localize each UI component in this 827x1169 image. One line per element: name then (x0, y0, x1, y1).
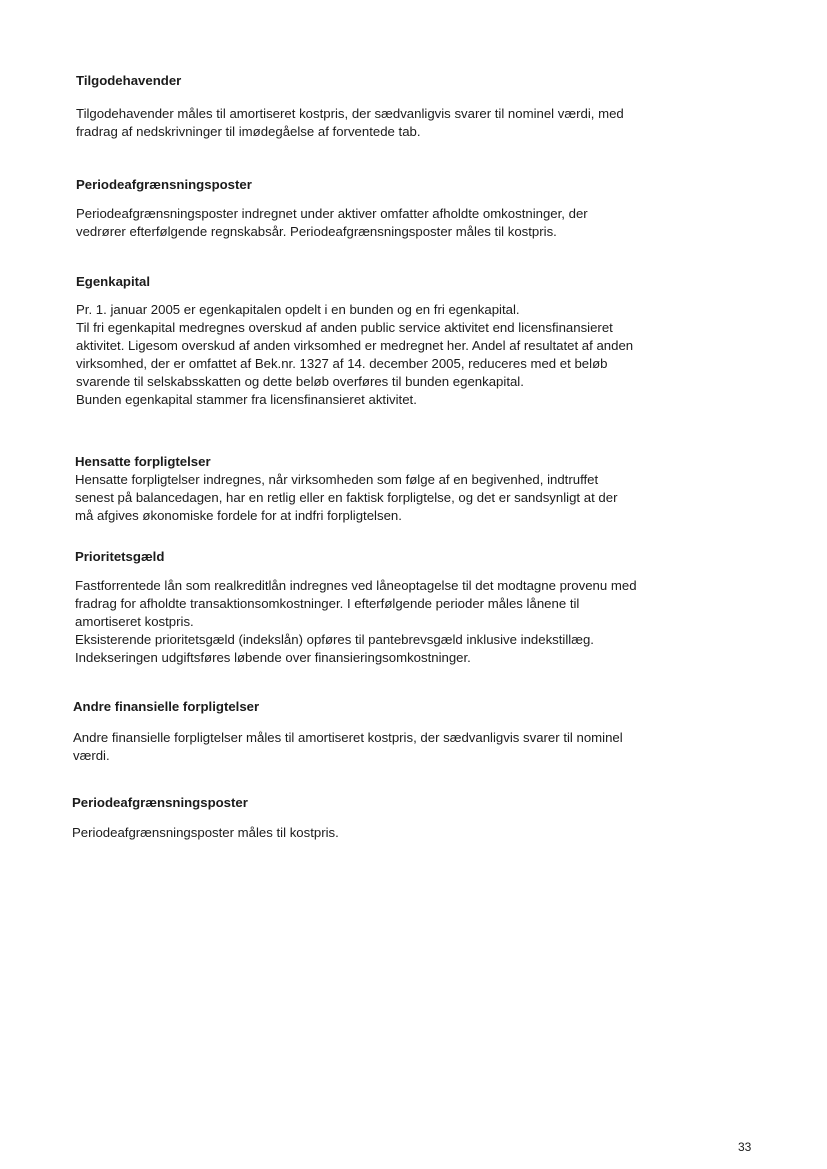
section-heading: Tilgodehavender (76, 73, 182, 88)
section-body (72, 824, 712, 842)
body-line: svarende til selskabsskatten og dette beløb overføres til bunden egenkapital. (76, 374, 524, 389)
body-line: Periodeafgrænsningsposter indregnet under aktiver omfatter afholdte omkostninger, der (76, 206, 588, 221)
body-line: fradrag af nedskrivninger til imødegåelse af forventede tab. (76, 124, 421, 139)
section-prioritetsgaeld (75, 548, 715, 667)
section-heading: Andre finansielle forpligtelser (73, 699, 260, 714)
body-line: senest på balancedagen, har en retlig eller en faktisk forpligtelse, og det er sandsynligt at der (75, 490, 618, 505)
body-line: amortiseret kostpris. (75, 614, 194, 629)
body-line: værdi. (73, 748, 110, 763)
body-line: Tilgodehavender måles til amortiseret kostpris, der sædvanligvis svarer til nominel værdi, med (76, 106, 624, 121)
body-line: aktivitet. Ligesom overskud af anden virksomhed er medregnet her. Andel af resultatet af anden (76, 338, 634, 353)
section-heading: Hensatte forpligtelser (75, 454, 211, 469)
section-body (76, 105, 716, 141)
section-periodeafgraensningsposter-aktiver (76, 176, 716, 241)
section-tilgodehavender (76, 72, 716, 141)
section-periodeafgraensningsposter-passiver (72, 794, 712, 842)
body-line: fradrag for afholdte transaktionsomkostninger. I efterfølgende perioder måles lånene til (75, 596, 580, 611)
body-line: Periodeafgrænsningsposter måles til kostpris. (72, 825, 339, 840)
body-line: Hensatte forpligtelser indregnes, når virksomheden som følge af en begivenhed, indtruffet (75, 472, 599, 487)
page-number: 33 (738, 1140, 752, 1154)
section-body (75, 471, 715, 525)
body-line: Indekseringen udgiftsføres løbende over finansieringsomkostninger. (75, 650, 471, 665)
section-body (75, 577, 715, 667)
section-heading: Prioritetsgæld (75, 549, 165, 564)
section-egenkapital (76, 273, 716, 409)
section-heading: Egenkapital (76, 274, 151, 289)
section-heading: Periodeafgrænsningsposter (76, 177, 252, 192)
body-line: må afgives økonomiske fordele for at indfri forpligtelsen. (75, 508, 402, 523)
body-line: Til fri egenkapital medregnes overskud af anden public service aktivitet end licensfinansieret (76, 320, 613, 335)
section-heading: Periodeafgrænsningsposter (72, 795, 248, 810)
section-hensatte-forpligtelser (75, 453, 715, 525)
body-line: Bunden egenkapital stammer fra licensfinansieret aktivitet. (76, 392, 417, 407)
body-line: virksomhed, der er omfattet af Bek.nr. 1327 af 14. december 2005, reduceres med et beløb (76, 356, 608, 371)
body-line: vedrører efterfølgende regnskabsår. Periodeafgrænsningsposter måles til kostpris. (76, 224, 557, 239)
section-body (76, 301, 716, 409)
section-body (76, 205, 716, 241)
body-line: Fastforrentede lån som realkreditlån indregnes ved låneoptagelse til det modtagne provenu med (75, 578, 637, 593)
body-line: Pr. 1. januar 2005 er egenkapitalen opdelt i en bunden og en fri egenkapital. (76, 302, 520, 317)
section-body (73, 729, 713, 765)
body-line: Andre finansielle forpligtelser måles til amortiseret kostpris, der sædvanligvis svarer til nominel (73, 730, 623, 745)
section-andre-finansielle-forpligtelser (73, 698, 713, 765)
body-line: Eksisterende prioritetsgæld (indekslån) opføres til pantebrevsgæld inklusive indekstillæg. (75, 632, 594, 647)
